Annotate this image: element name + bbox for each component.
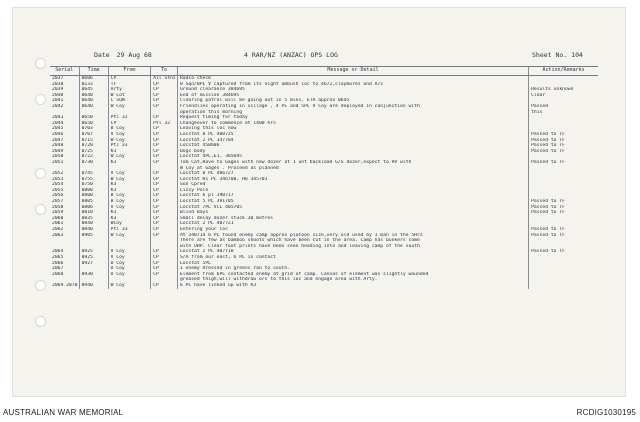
- cell-to: CP: [151, 216, 178, 222]
- cell-to: CP: [151, 261, 178, 267]
- cell-message: 0 Sqn/BPL V captured from its night ambush loc to 4672,claymores and A/s: [177, 82, 528, 88]
- cell-from: B Coy: [108, 193, 150, 199]
- cell-message: W Coy at Gages . Proceed as planned: [177, 166, 528, 172]
- cell-time: 0715: [79, 138, 108, 144]
- cell-serial: 2053: [52, 176, 64, 182]
- punch-hole: [35, 94, 46, 105]
- cell-from: C SQN: [108, 98, 150, 104]
- cell-serial: 2060: [52, 215, 64, 221]
- cell-from: WCoy: [108, 221, 150, 227]
- cell-action: Passed to TF: [529, 138, 598, 144]
- cell-to: CP: [151, 266, 178, 272]
- cell-from: W Coy: [108, 233, 150, 239]
- cell-serial: 2064: [52, 249, 64, 255]
- cell-to: CP: [151, 272, 178, 278]
- col-header-to: To: [151, 67, 178, 76]
- archive-reference: RCDIG1030195: [576, 408, 636, 417]
- cell-from: K3: [108, 182, 150, 188]
- cell-message: End of mission 384695: [177, 93, 528, 99]
- header-row: [50, 67, 598, 76]
- cell-serial: 2052: [52, 171, 64, 177]
- cell-to: CP: [151, 160, 178, 166]
- cell-to: CP: [151, 138, 178, 144]
- cell-serial: 2041: [52, 98, 64, 104]
- cell-time: 0800: [79, 188, 108, 194]
- cell-action: Passed to TF: [529, 143, 598, 149]
- cell-to: CP: [151, 87, 178, 93]
- cell-message: 6 PL have linked up with K3: [177, 283, 528, 289]
- cell-time: 0606: [79, 76, 108, 82]
- cell-to: CP: [151, 193, 178, 199]
- cell-time: 0640: [79, 104, 108, 110]
- sheet-label: Sheet No.: [532, 51, 568, 59]
- cell-to: CP: [151, 126, 178, 132]
- cell-serial: 2067: [52, 266, 64, 272]
- cell-message: Lizzy Pole: [177, 188, 528, 194]
- cell-to: CP: [151, 255, 178, 261]
- cell-message: Locstat 8 PL 406727: [177, 171, 528, 177]
- cell-from: D Coy: [108, 272, 150, 278]
- cell-message: Friendlies operating in village , 4 PL and 5PL V Coy are deployed in conjunction with: [177, 104, 528, 110]
- cell-action: Passed to TF: [529, 210, 598, 216]
- cell-to: CP: [151, 233, 178, 239]
- cell-to: Ptl 32: [151, 121, 178, 127]
- cell-time: 0905: [79, 233, 108, 239]
- punch-hole: [35, 58, 46, 69]
- cell-time: 0703: [79, 126, 108, 132]
- cell-from: W Coy: [108, 138, 150, 144]
- cell-from: D Coy: [108, 261, 150, 267]
- cell-time: 0745: [79, 171, 108, 177]
- log-title: 4 RAR/NZ (ANZAC) OPS LOG: [244, 51, 338, 59]
- cell-message: Changeover to commence at 1400 hrs: [177, 121, 528, 127]
- cell-to: CP: [151, 149, 178, 155]
- cell-time: 0650: [79, 121, 108, 127]
- cell-serial: 2069 2070: [52, 282, 78, 288]
- cell-time: 0722: [79, 154, 108, 160]
- date-label: Date: [94, 51, 110, 59]
- col-header-action: Action/Remarks: [529, 67, 598, 76]
- sheet-number: [532, 51, 583, 59]
- cell-serial: 2046: [52, 131, 64, 137]
- cell-time: 0925: [79, 255, 108, 261]
- cell-message: There are few as bamboo shoots which have been cut in the area. Camp has bunkers come: [177, 238, 528, 244]
- cell-to: CP: [151, 104, 178, 110]
- cell-from: TF: [108, 82, 150, 88]
- cell-from: Ptl 33: [108, 143, 150, 149]
- cell-to: CP: [151, 199, 178, 205]
- cell-message: Locstat 5 PL 391705: [177, 199, 528, 205]
- cell-message: Locstat 4PL,E1, 385695: [177, 154, 528, 160]
- cell-serial: 2045: [52, 126, 64, 132]
- date-header: [94, 51, 152, 59]
- cell-message: 1 enemy dressed in greens ran to south.: [177, 266, 528, 272]
- cell-to: CP: [151, 93, 178, 99]
- cell-message: Clearing patrol will be going out in 5 mins, ETA approx 0645: [177, 98, 528, 104]
- cell-serial: 2056: [52, 193, 64, 199]
- cell-time: 0925: [79, 249, 108, 255]
- cell-action: Clear: [529, 93, 598, 99]
- cell-action: Passed to TF: [529, 160, 598, 166]
- cell-serial: 2047: [52, 137, 64, 143]
- cell-to: CP: [151, 132, 178, 138]
- cell-message: Locstat 2 PL 407721: [177, 221, 528, 227]
- cell-from: W Coy: [108, 177, 150, 183]
- cell-to: CP: [151, 205, 178, 211]
- cell-action: Passed: [529, 104, 598, 110]
- cell-time: 0927: [79, 261, 108, 267]
- cell-time: 0806: [79, 205, 108, 211]
- cell-serial: 2042: [52, 103, 64, 109]
- cell-action: Passed to TF: [529, 132, 598, 138]
- cell-to: CP: [151, 177, 178, 183]
- cell-to: CP: [151, 98, 178, 104]
- cell-serial: 2044: [52, 120, 64, 126]
- col-header-from: From: [108, 67, 150, 76]
- cell-serial: 2043: [52, 115, 64, 121]
- cell-from: Ptl 33: [108, 227, 150, 233]
- col-header-time: Time: [79, 67, 108, 76]
- cell-time: 0840: [79, 221, 108, 227]
- cell-message: At 340714 6 PL found enemy camp approx platoon size,very old used by 1 man in the 5Hrs: [177, 233, 528, 239]
- cell-message: Locstat 5PL: [177, 261, 528, 267]
- cell-action: Passed to TF: [529, 233, 598, 239]
- cell-time: 0133: [79, 82, 108, 88]
- cell-serial: 2040: [52, 92, 64, 98]
- cell-to: CP: [151, 171, 178, 177]
- punch-hole: [35, 168, 46, 179]
- cell-time: 0805: [79, 199, 108, 205]
- cell-message: Leaving this loc now: [177, 126, 528, 132]
- punch-hole: [35, 316, 46, 327]
- cell-time: 0840: [79, 227, 108, 233]
- cell-serial: 2066: [52, 260, 64, 266]
- cell-serial: 2049: [52, 148, 64, 154]
- cell-from: W Cot: [108, 93, 150, 99]
- col-header-message: Message or Detail: [177, 67, 528, 76]
- date-value: 29 Aug 68: [116, 51, 152, 59]
- cell-serial: 2059: [52, 210, 64, 216]
- cell-to: CP: [151, 82, 178, 88]
- cell-from: K3: [108, 210, 150, 216]
- cell-time: 0645: [79, 87, 108, 93]
- cell-from: K3: [108, 160, 150, 166]
- cell-message: Entering your loc: [177, 227, 528, 233]
- cell-time: 0750: [79, 182, 108, 188]
- cell-serial: 2038: [52, 81, 64, 87]
- cell-to: CP: [151, 249, 178, 255]
- cell-message: Tom Cat,Have to Gages with new dozer at 1 unt backload G/S dozer,expect to RV with: [177, 160, 528, 166]
- cell-serial: 2054: [52, 182, 64, 188]
- cell-to: CP: [151, 115, 178, 121]
- cell-serial: 2050: [52, 154, 64, 160]
- cell-message: Element from 6PL contacted enemy at grid of camp. Canvas of element was slightly wounded: [177, 272, 528, 278]
- cell-from: V Coy: [108, 205, 150, 211]
- cell-action: Results unknown: [529, 87, 598, 93]
- cell-time: 0800: [79, 193, 108, 199]
- cell-serial: 2055: [52, 187, 64, 193]
- cell-to: CP: [151, 221, 178, 227]
- cell-from: W Coy: [108, 154, 150, 160]
- ops-log-table: [50, 66, 598, 289]
- cell-serial: 2048: [52, 143, 64, 149]
- cell-to: CP: [151, 182, 178, 188]
- cell-message: Small delay dozer stuck 30 metres: [177, 216, 528, 222]
- cell-from: V Coy: [108, 249, 150, 255]
- cell-action: Passed to TF: [529, 149, 598, 155]
- cell-action: this: [529, 110, 598, 116]
- cell-serial: 2039: [52, 87, 64, 93]
- cell-to: All Stns: [151, 76, 178, 82]
- cell-from: K3: [108, 188, 150, 194]
- cell-serial: 2068: [52, 271, 64, 277]
- cell-from: Arty: [108, 87, 150, 93]
- cell-to: CP: [151, 154, 178, 160]
- cell-time: 0640: [79, 98, 108, 104]
- cell-from: V Coy: [108, 255, 150, 261]
- archive-credit: AUSTRALIAN WAR MEMORIAL: [3, 408, 124, 417]
- cell-from: V Coy: [108, 132, 150, 138]
- punch-hole: [35, 204, 46, 215]
- cell-to: CP: [151, 188, 178, 194]
- cell-time: 0720: [79, 143, 108, 149]
- cell-from: K3: [108, 149, 150, 155]
- cell-action: Passed to TF: [529, 249, 598, 255]
- cell-time: 0707: [79, 132, 108, 138]
- cell-message: Locstat H1 PL 346700, HQ 345701: [177, 177, 528, 183]
- cell-from: W Coy: [108, 104, 150, 110]
- cell-time: 0835: [79, 216, 108, 222]
- cell-message: Locstat 7PL VCL 405705: [177, 205, 528, 211]
- cell-from: D Coy: [108, 266, 150, 272]
- cell-message: Request timing for today: [177, 115, 528, 121]
- cell-serial: 2063: [52, 232, 64, 238]
- cell-time: 0940: [79, 283, 108, 289]
- sheet-value: 104: [571, 51, 583, 59]
- cell-message: Locstat 8 PL 400725: [177, 132, 528, 138]
- log-body: [50, 76, 598, 289]
- cell-action: Passed to TF: [529, 227, 598, 233]
- cell-message: Locstat 458606: [177, 143, 528, 149]
- cell-serial: 2065: [52, 255, 64, 260]
- cell-message: with OHP. Clear foot prints have been seen heading into and leaving camp of the south: [177, 244, 528, 250]
- cell-action: Passed to TF: [529, 199, 598, 205]
- cell-serial: 2062: [52, 227, 64, 233]
- cell-message: Locstat 6 pl 390717: [177, 193, 528, 199]
- cell-to: CP: [151, 283, 178, 289]
- cell-message: Locstat 2 PL 347704: [177, 138, 528, 144]
- cell-from: B Coy: [108, 199, 150, 205]
- cell-serial: 2051: [52, 159, 64, 165]
- cell-time: 0730: [79, 160, 108, 166]
- cell-message: Blind Bays: [177, 210, 528, 216]
- cell-from: CP: [108, 121, 150, 127]
- cell-message: Sun Cpred: [177, 182, 528, 188]
- cell-to: CP: [151, 227, 178, 233]
- cell-serial: 2057: [52, 199, 64, 205]
- cell-to: CP: [151, 143, 178, 149]
- cell-time: 0650: [79, 115, 108, 121]
- cell-from: V Coy: [108, 171, 150, 177]
- cell-message: greased thigh,will withdraw o/s to this loc and engage area with Arty.: [177, 277, 528, 283]
- cell-time: 0930: [79, 272, 108, 278]
- punch-hole: [35, 280, 46, 291]
- cell-to: CP: [151, 210, 178, 216]
- cell-message: Locstat 2 PL 407718: [177, 249, 528, 255]
- cell-from: K3: [108, 216, 150, 222]
- cell-from: W Coy: [108, 283, 150, 289]
- cell-from: CP: [108, 76, 150, 82]
- table-row: [50, 283, 598, 289]
- col-header-serial: Serial: [50, 67, 79, 76]
- cell-action: [529, 283, 598, 289]
- cell-action: Passed to TF: [529, 205, 598, 211]
- cell-message: Dogs body: [177, 149, 528, 155]
- cell-from: Ptl 32: [108, 115, 150, 121]
- cell-serial: 2037: [52, 76, 64, 81]
- cell-time: 0640: [79, 93, 108, 99]
- cell-serial: 2058: [52, 204, 64, 210]
- cell-message: Ground clearance 384695: [177, 87, 528, 93]
- cell-from: B Coy: [108, 126, 150, 132]
- cell-message: S/A from our east, 6 PL in contact: [177, 255, 528, 261]
- cell-serial: 2061: [52, 221, 64, 227]
- cell-time: 0810: [79, 210, 108, 216]
- cell-message: operation this morning: [177, 110, 528, 116]
- cell-message: Radio check: [177, 76, 528, 82]
- cell-time: 0725: [79, 149, 108, 155]
- cell-time: 0755: [79, 177, 108, 183]
